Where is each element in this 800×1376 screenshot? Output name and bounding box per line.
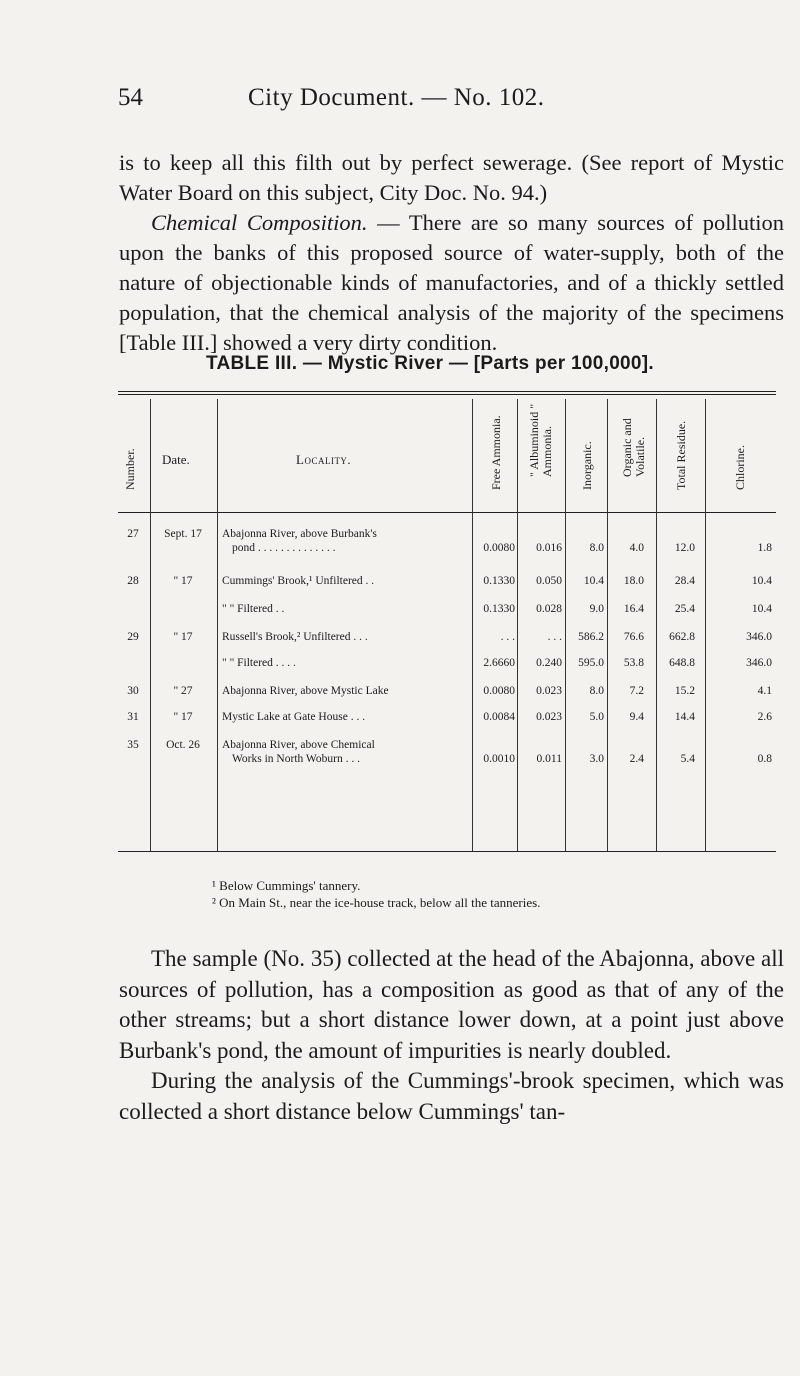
cell-locality: " " Filtered . . [222,603,285,615]
footnote-2: ² On Main St., near the ice-house track, below all the tanneries. [212,895,541,910]
cell-date: " 17 [173,575,193,587]
cell-albuminoid: 0.023 [536,711,562,723]
header-date: Date. [162,452,190,467]
cell-total: 662.8 [669,631,695,643]
section-heading: Chemical Composition. [151,210,368,235]
cell-free_ammonia: . . . [500,631,515,643]
cell-chlorine: 1.8 [757,542,772,554]
table-rule-bottom [118,851,776,852]
cell-date: Oct. 26 [166,739,200,751]
cell-locality: Abajonna River, above Burbank's [222,528,377,540]
footnote-1: ¹ Below Cummings' tannery. [212,878,361,893]
cell-locality-continued: Works in North Woburn . . . [232,753,360,765]
cell-chlorine: 2.6 [757,711,772,723]
cell-organic: 16.4 [623,603,644,615]
cell-locality: " " Filtered . . . . [222,657,296,669]
cell-organic: 53.8 [623,657,644,669]
intro-paragraph [119,148,784,208]
cell-date: Sept. 17 [164,528,202,540]
data-table: Number. Date. Locality. Free Ammonia. " Albuminoid " Ammonia. Inorganic. Organic and Volatile. Total Residue. Chlorine. 27 Sept. 17 Abajonna River, above Burbank's pond . . . . . . . . . . . . . . 0.0080 0.016 8.0 4.0 12.0 1.8 28 " 17 Cummings' Brook,¹ Unfiltered . . 0.1330 0.050 10.4 18.0 28.4 10.4 " " Filtered . . 0.1330 0.028 9.0 16.4 25.4 10.4 29 " 17 Russell's Brook,² Unfiltered . . . . . . . . . 586.2 76.6 662.8 346.0 " " Filtered . . . . 2.6660 0.240 595.0 53.8 648.8 346.0 30 " 27 Abajonna River, above Mystic Lake 0.0080 0.023 8.0 7.2 15.2 4.1 31 " 17 Mystic Lake at Gate House . . . 0.0084 0.023 5.0 9.4 14.4 2.6 35 Oct. 26 Abajonna River, above Chemical Works in North Woburn . . . 0.0010 0.011 3.0 2.4 5.4 0.8 [118,391,776,853]
page-header-title: City Document. — No. 102. [248,84,545,111]
cell-inorganic: 9.0 [589,603,604,615]
cell-total: 28.4 [674,575,695,587]
cell-total: 648.8 [669,657,695,669]
cell-number: 30 [127,685,139,697]
cell-chlorine: 10.4 [751,575,772,587]
header-locality: Locality. [296,452,352,467]
col-divider [656,399,657,851]
cell-total: 25.4 [674,603,695,615]
cell-inorganic: 8.0 [589,685,604,697]
cell-date: " 17 [173,631,193,643]
cell-inorganic: 10.4 [583,575,604,587]
cell-number: 35 [127,739,139,751]
cell-inorganic: 8.0 [589,542,604,554]
cell-albuminoid: 0.011 [536,753,562,765]
cell-chlorine: 10.4 [751,603,772,615]
col-divider [705,399,706,851]
cell-organic: 4.0 [629,542,644,554]
cell-albuminoid: 0.023 [536,685,562,697]
chemical-composition-paragraph [119,208,784,358]
closing-paragraph-1: The sample (No. 35) collected at the head of the Abajonna, above all sources of pollution, has a composition as good as that of any of the other streams; but a short distance lower down, at a point just above Burbank's pond, the amount of impurities is nearly doubled. [119,946,784,1063]
footnotes [212,877,772,911]
col-divider [565,399,566,851]
cell-total: 14.4 [674,711,695,723]
cell-albuminoid: 0.028 [536,603,562,615]
cell-total: 5.4 [680,753,695,765]
cell-number: 29 [127,631,139,643]
intro-block [119,148,784,358]
cell-albuminoid: 0.240 [536,657,562,669]
cell-locality-continued: pond . . . . . . . . . . . . . . [232,542,336,554]
col-divider [472,399,473,851]
closing-block [119,944,784,1127]
cell-locality: Abajonna River, above Mystic Lake [222,685,389,697]
cell-number: 27 [127,528,139,540]
cell-albuminoid: . . . [547,631,562,643]
cell-locality: Cummings' Brook,¹ Unfiltered . . [222,575,375,587]
cell-organic: 7.2 [629,685,644,697]
cell-inorganic: 595.0 [578,657,604,669]
cell-locality: Abajonna River, above Chemical [222,739,375,751]
cell-organic: 76.6 [623,631,644,643]
cell-free_ammonia: 2.6660 [483,657,515,669]
cell-organic: 9.4 [629,711,644,723]
cell-locality: Russell's Brook,² Unfiltered . . . [222,631,368,643]
cell-date: " 17 [173,711,193,723]
running-header [118,84,798,124]
cell-chlorine: 346.0 [746,657,772,669]
cell-inorganic: 5.0 [589,711,604,723]
cell-chlorine: 4.1 [757,685,772,697]
cell-free_ammonia: 0.0080 [483,542,515,554]
col-divider [217,399,218,851]
table-title: TABLE III. — Mystic River — [Parts per 100,000]. [205,353,655,374]
cell-date: " 27 [173,685,193,697]
intro-line: is to keep all this filth out by perfect sewerage. (See report of Mystic Water Board on this subject, City Doc. No. 94.) [119,150,784,205]
cell-free_ammonia: 0.0010 [483,753,515,765]
cell-organic: 2.4 [629,753,644,765]
cell-free_ammonia: 0.0080 [483,685,515,697]
cell-free_ammonia: 0.1330 [483,575,515,587]
cell-albuminoid: 0.016 [536,542,562,554]
page-number: 54 [118,84,143,111]
cell-number: 31 [127,711,139,723]
cell-free_ammonia: 0.0084 [483,711,515,723]
col-divider [517,399,518,851]
cell-total: 12.0 [674,542,695,554]
cell-organic: 18.0 [623,575,644,587]
cell-locality: Mystic Lake at Gate House . . . [222,711,366,723]
closing-paragraph-2: During the analysis of the Cummings'-brook specimen, which was collected a short distance below Cummings' tan- [119,1068,784,1124]
cell-inorganic: 586.2 [578,631,604,643]
cell-inorganic: 3.0 [589,753,604,765]
cell-number: 28 [127,575,139,587]
col-divider [607,399,608,851]
section-text: — There are so many sources of pollution upon the banks of this proposed source of water-supply, both of the nature of objectionable kinds of manufactories, and of a thickly settled population, that the chemical analysis of the majority of the specimens [Table III.] showed a very dirty condition. [119,210,784,355]
cell-free_ammonia: 0.1330 [483,603,515,615]
cell-total: 15.2 [674,685,695,697]
cell-albuminoid: 0.050 [536,575,562,587]
cell-chlorine: 0.8 [757,753,772,765]
col-divider [150,399,151,851]
cell-chlorine: 346.0 [746,631,772,643]
